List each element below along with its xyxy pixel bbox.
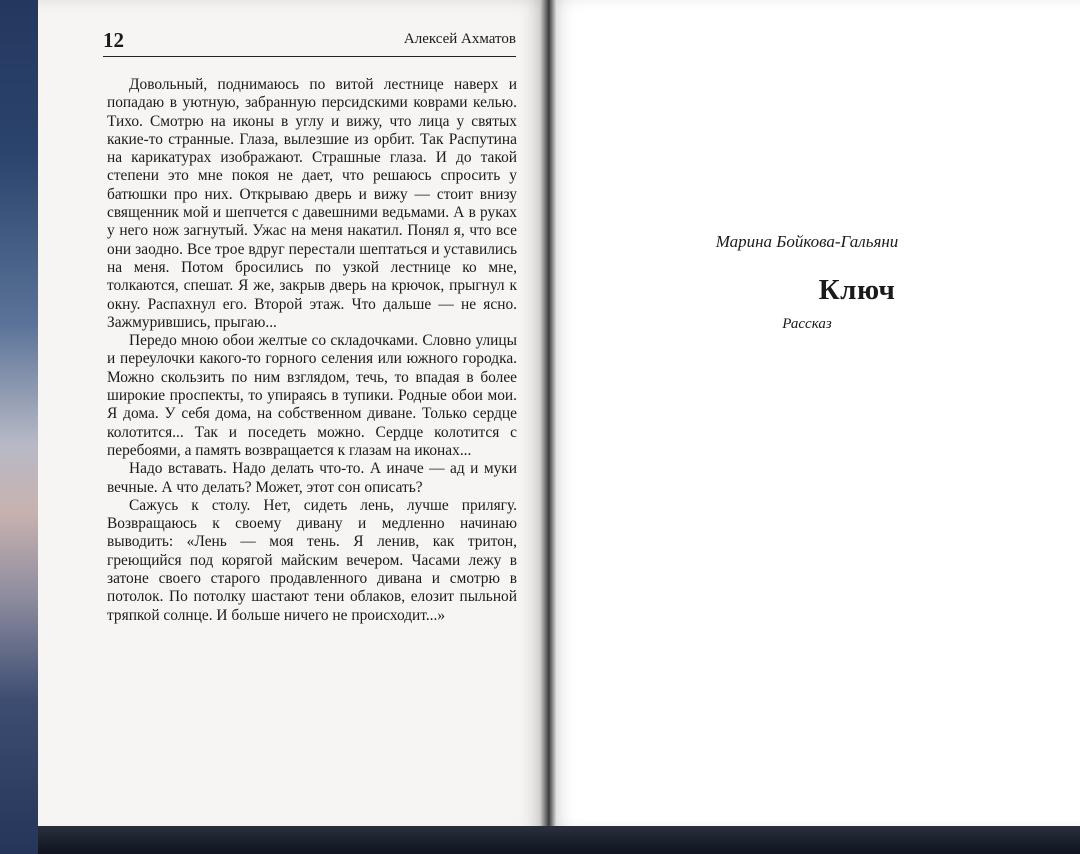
page-number: 12: [103, 28, 124, 52]
bottom-shadow: [38, 826, 1080, 854]
body-text: [107, 76, 517, 625]
story-author: Марина Бойкова-Гальяни: [715, 232, 899, 251]
paragraph: Довольный, поднимаюсь по витой лестнице наверх и попадаю в уютную, забранную персидскими коврами келью. Тихо. Смотрю на иконы в углу и вижу, что лица у святых какие-то странные. Глаза, вылезшие из орбит. Так Распутина на карикатурах изображают. Страшные глаза. И до такой степени это мне покоя не дает, что решаюсь спросить у батюшки про них. Открываю дверь и вижу — стоит внизу священник мой и шепчется с давешними ведьмами. А в руках у него нож загнутый. Ужас на меня накатил. Понял я, что все они заодно. Все трое вдруг перестали шептаться и уставились на меня. Потом бросились по узкой лестнице ко мне, толкаются, спешат. Я же, закрыв дверь на крючок, прыгнул к окну. Распахнул его. Второй этаж. Что дальше — не ясно. Зажмурившись, прыгаю...: [107, 76, 517, 331]
book-gutter: [540, 0, 556, 854]
right-page: [548, 0, 1080, 828]
story-title: Ключ: [818, 274, 896, 306]
paragraph: Сажусь к столу. Нет, сидеть лень, лучше прилягу. Возвращаюсь к своему дивану и медленно начинаю выводить: «Лень — моя тень. Я ленив, как тритон, греющийся под корягой майским вечером. Часами лежу в затоне своего старого продавленного дивана и смотрю в потолок. По потолку шастают тени облаков, елозит пыльной тряпкой солнце. И больше ничего не происходит...»: [107, 496, 517, 624]
page-header: [103, 26, 516, 57]
paragraph: Надо вставать. Надо делать что-то. А иначе — ад и муки вечные. А что делать? Может, этот сон описать?: [107, 460, 517, 496]
paragraph: Передо мною обои желтые со складочками. Словно улицы и переулочки какого-то горного селения или южного городка. Можно скользить по ним взглядом, течь, то впадая в более широкие проспекты, то упираясь в тупики. Родные обои мои. Я дома. У себя дома, на собственном диване. Только сердце колотится... Так и поседеть можно. Сердце колотится с перебоями, а память возвращается к глазам на иконах...: [107, 332, 517, 459]
running-head: Алексей Ахматов: [403, 31, 516, 47]
story-subtitle: Рассказ: [782, 316, 832, 332]
